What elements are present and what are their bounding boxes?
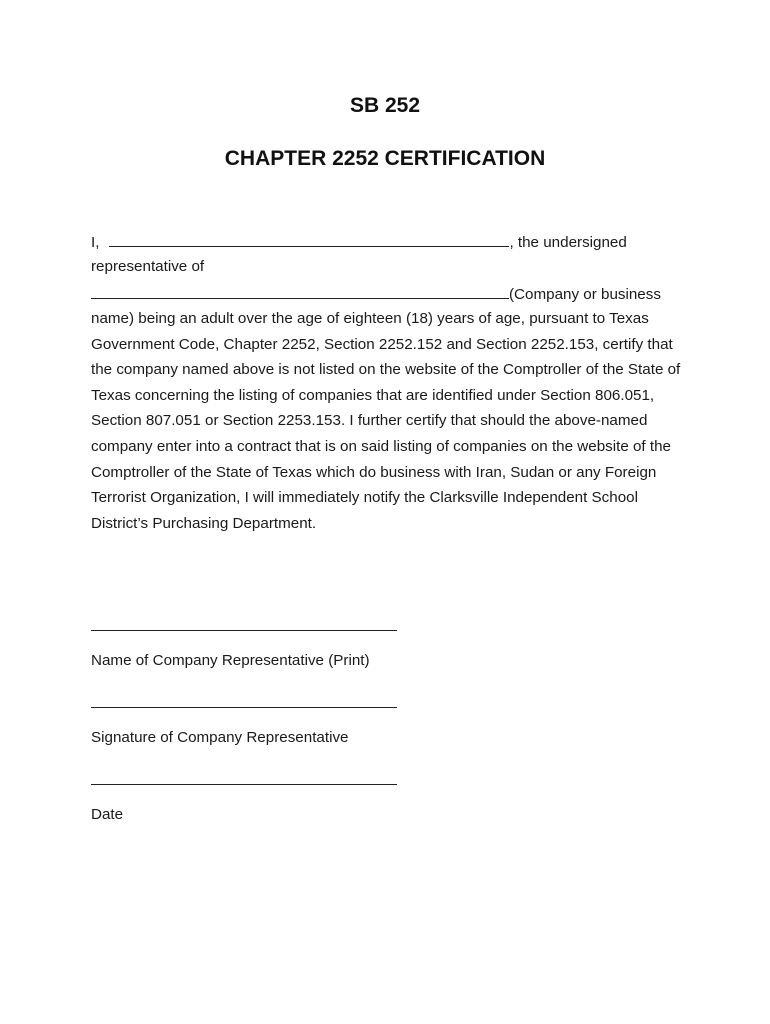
company-name-row (91, 282, 661, 304)
intro-suffix: , the undersigned (509, 234, 627, 251)
name-print-line[interactable] (91, 630, 397, 631)
name-print-label: Name of Company Representative (Print) (91, 652, 370, 669)
intro-prefix: I, (91, 234, 100, 251)
signature-line[interactable] (91, 707, 397, 708)
representative-of-row (91, 256, 204, 278)
document-number: SB 252 (349, 94, 421, 117)
document-title: CHAPTER 2252 CERTIFICATION (224, 147, 546, 170)
representative-name-blank[interactable] (109, 230, 509, 247)
signature-label: Signature of Company Representative (91, 729, 349, 746)
date-label: Date (91, 806, 124, 823)
date-line[interactable] (91, 784, 397, 785)
certification-paragraph: name) being an adult over the age of eighteen (18) years of age, pursuant to Texas Government Code, Chapter 2252, Section 2252.152 and Section 2252.153, certify that the company named above is not listed on the website of the Comptroller of the State of Texas concerning the listing of companies that are identified under Section 806.051, Section 807.051 or Section 2253.153. I further certify that should the above-named company enter into a contract that is on said listing of companies on the website of the Comptroller of the State of Texas which do business with Iran, Sudan or any Foreign Terrorist Organization, I will immediately notify the Clarksville Independent School District’s Purchasing Department. (91, 310, 681, 532)
company-name-blank[interactable] (91, 282, 509, 299)
representative-name-row (91, 230, 627, 252)
company-suffix: (Company or business (509, 286, 661, 303)
representative-of-text: representative of (91, 258, 205, 275)
